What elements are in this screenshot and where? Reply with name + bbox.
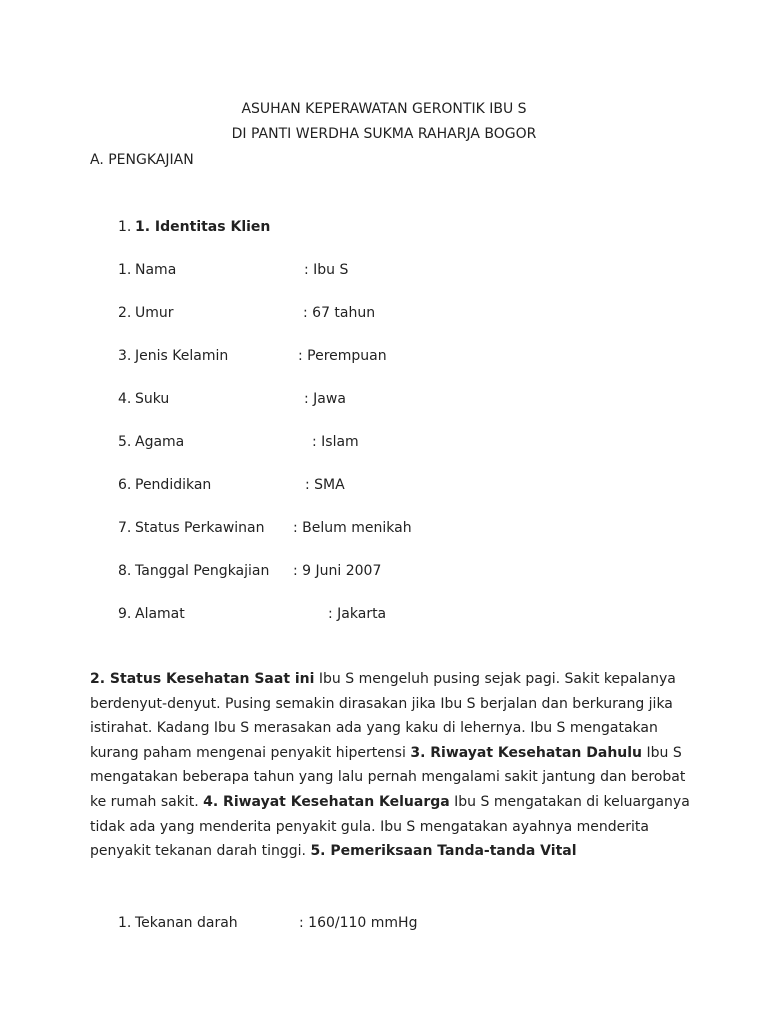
field-value: : Islam [312, 434, 359, 450]
heading-riwayat-dahulu: 3. Riwayat Kesehatan Dahulu [410, 744, 643, 761]
identity-heading-label: 1. Identitas Klien [135, 219, 271, 235]
section-a-heading: A. PENGKAJIAN [90, 152, 194, 168]
field-value: : Ibu S [304, 262, 349, 278]
health-status-paragraph [90, 667, 690, 864]
field-label: Alamat [135, 606, 185, 622]
field-number: 7. [118, 520, 132, 536]
field-number: 1. [118, 262, 132, 278]
field-value: : 9 Juni 2007 [293, 563, 382, 579]
field-number: 9. [118, 606, 132, 622]
field-number: 3. [118, 348, 132, 364]
field-value: : Belum menikah [293, 520, 412, 536]
field-value: : Jakarta [328, 606, 387, 622]
vital-number: 1. [118, 915, 132, 931]
document-title-line1: ASUHAN KEPERAWATAN GERONTIK IBU S [241, 101, 527, 117]
field-label: Jenis Kelamin [135, 348, 229, 364]
field-label: Status Perkawinan [135, 520, 265, 536]
field-number: 6. [118, 477, 132, 493]
text-riwayat-dahulu: Ibu S mengatakan beberapa tahun yang lalu pernah mengalami sakit jantung dan berobat ke rumah sakit. [90, 744, 686, 810]
field-number: 8. [118, 563, 132, 579]
text-status-kesehatan: Ibu S mengeluh pusing sejak pagi. Sakit kepalanya berdenyut-denyut. Pusing semakin dirasakan jika Ibu S berjalan dan berkurang jika istirahat. Kadang Ibu S merasakan ada yang kaku di lehernya. Ibu S mengatakan kurang paham mengenai penyakit hipertensi [90, 671, 676, 761]
field-number: 2. [118, 305, 132, 321]
field-label: Nama [135, 262, 177, 278]
field-value: : Perempuan [298, 348, 387, 364]
field-number: 4. [118, 391, 132, 407]
vital-value: : 160/110 mmHg [299, 915, 418, 931]
field-value: : 67 tahun [303, 305, 376, 321]
field-number: 5. [118, 434, 132, 450]
heading-riwayat-keluarga: 4. Riwayat Kesehatan Keluarga [203, 793, 450, 810]
document-title-line2: DI PANTI WERDHA SUKMA RAHARJA BOGOR [231, 126, 537, 142]
identity-heading-number: 1. [118, 219, 132, 235]
text-riwayat-keluarga: Ibu S mengatakan di keluarganya tidak ada yang menderita penyakit gula. Ibu S mengatakan ayahnya menderita penyakit tekanan darah tinggi. [90, 793, 690, 860]
field-label: Tanggal Pengkajian [135, 563, 270, 579]
field-label: Pendidikan [135, 477, 212, 493]
field-value: : SMA [305, 477, 345, 493]
field-value: : Jawa [304, 391, 346, 407]
field-label: Umur [135, 305, 174, 321]
heading-tanda-vital: 5. Pemeriksaan Tanda-tanda Vital [310, 843, 577, 860]
field-label: Suku [135, 391, 170, 407]
heading-status-kesehatan: 2. Status Kesehatan Saat ini [90, 671, 315, 687]
field-label: Agama [135, 434, 185, 450]
vital-label: Tekanan darah [135, 915, 238, 931]
